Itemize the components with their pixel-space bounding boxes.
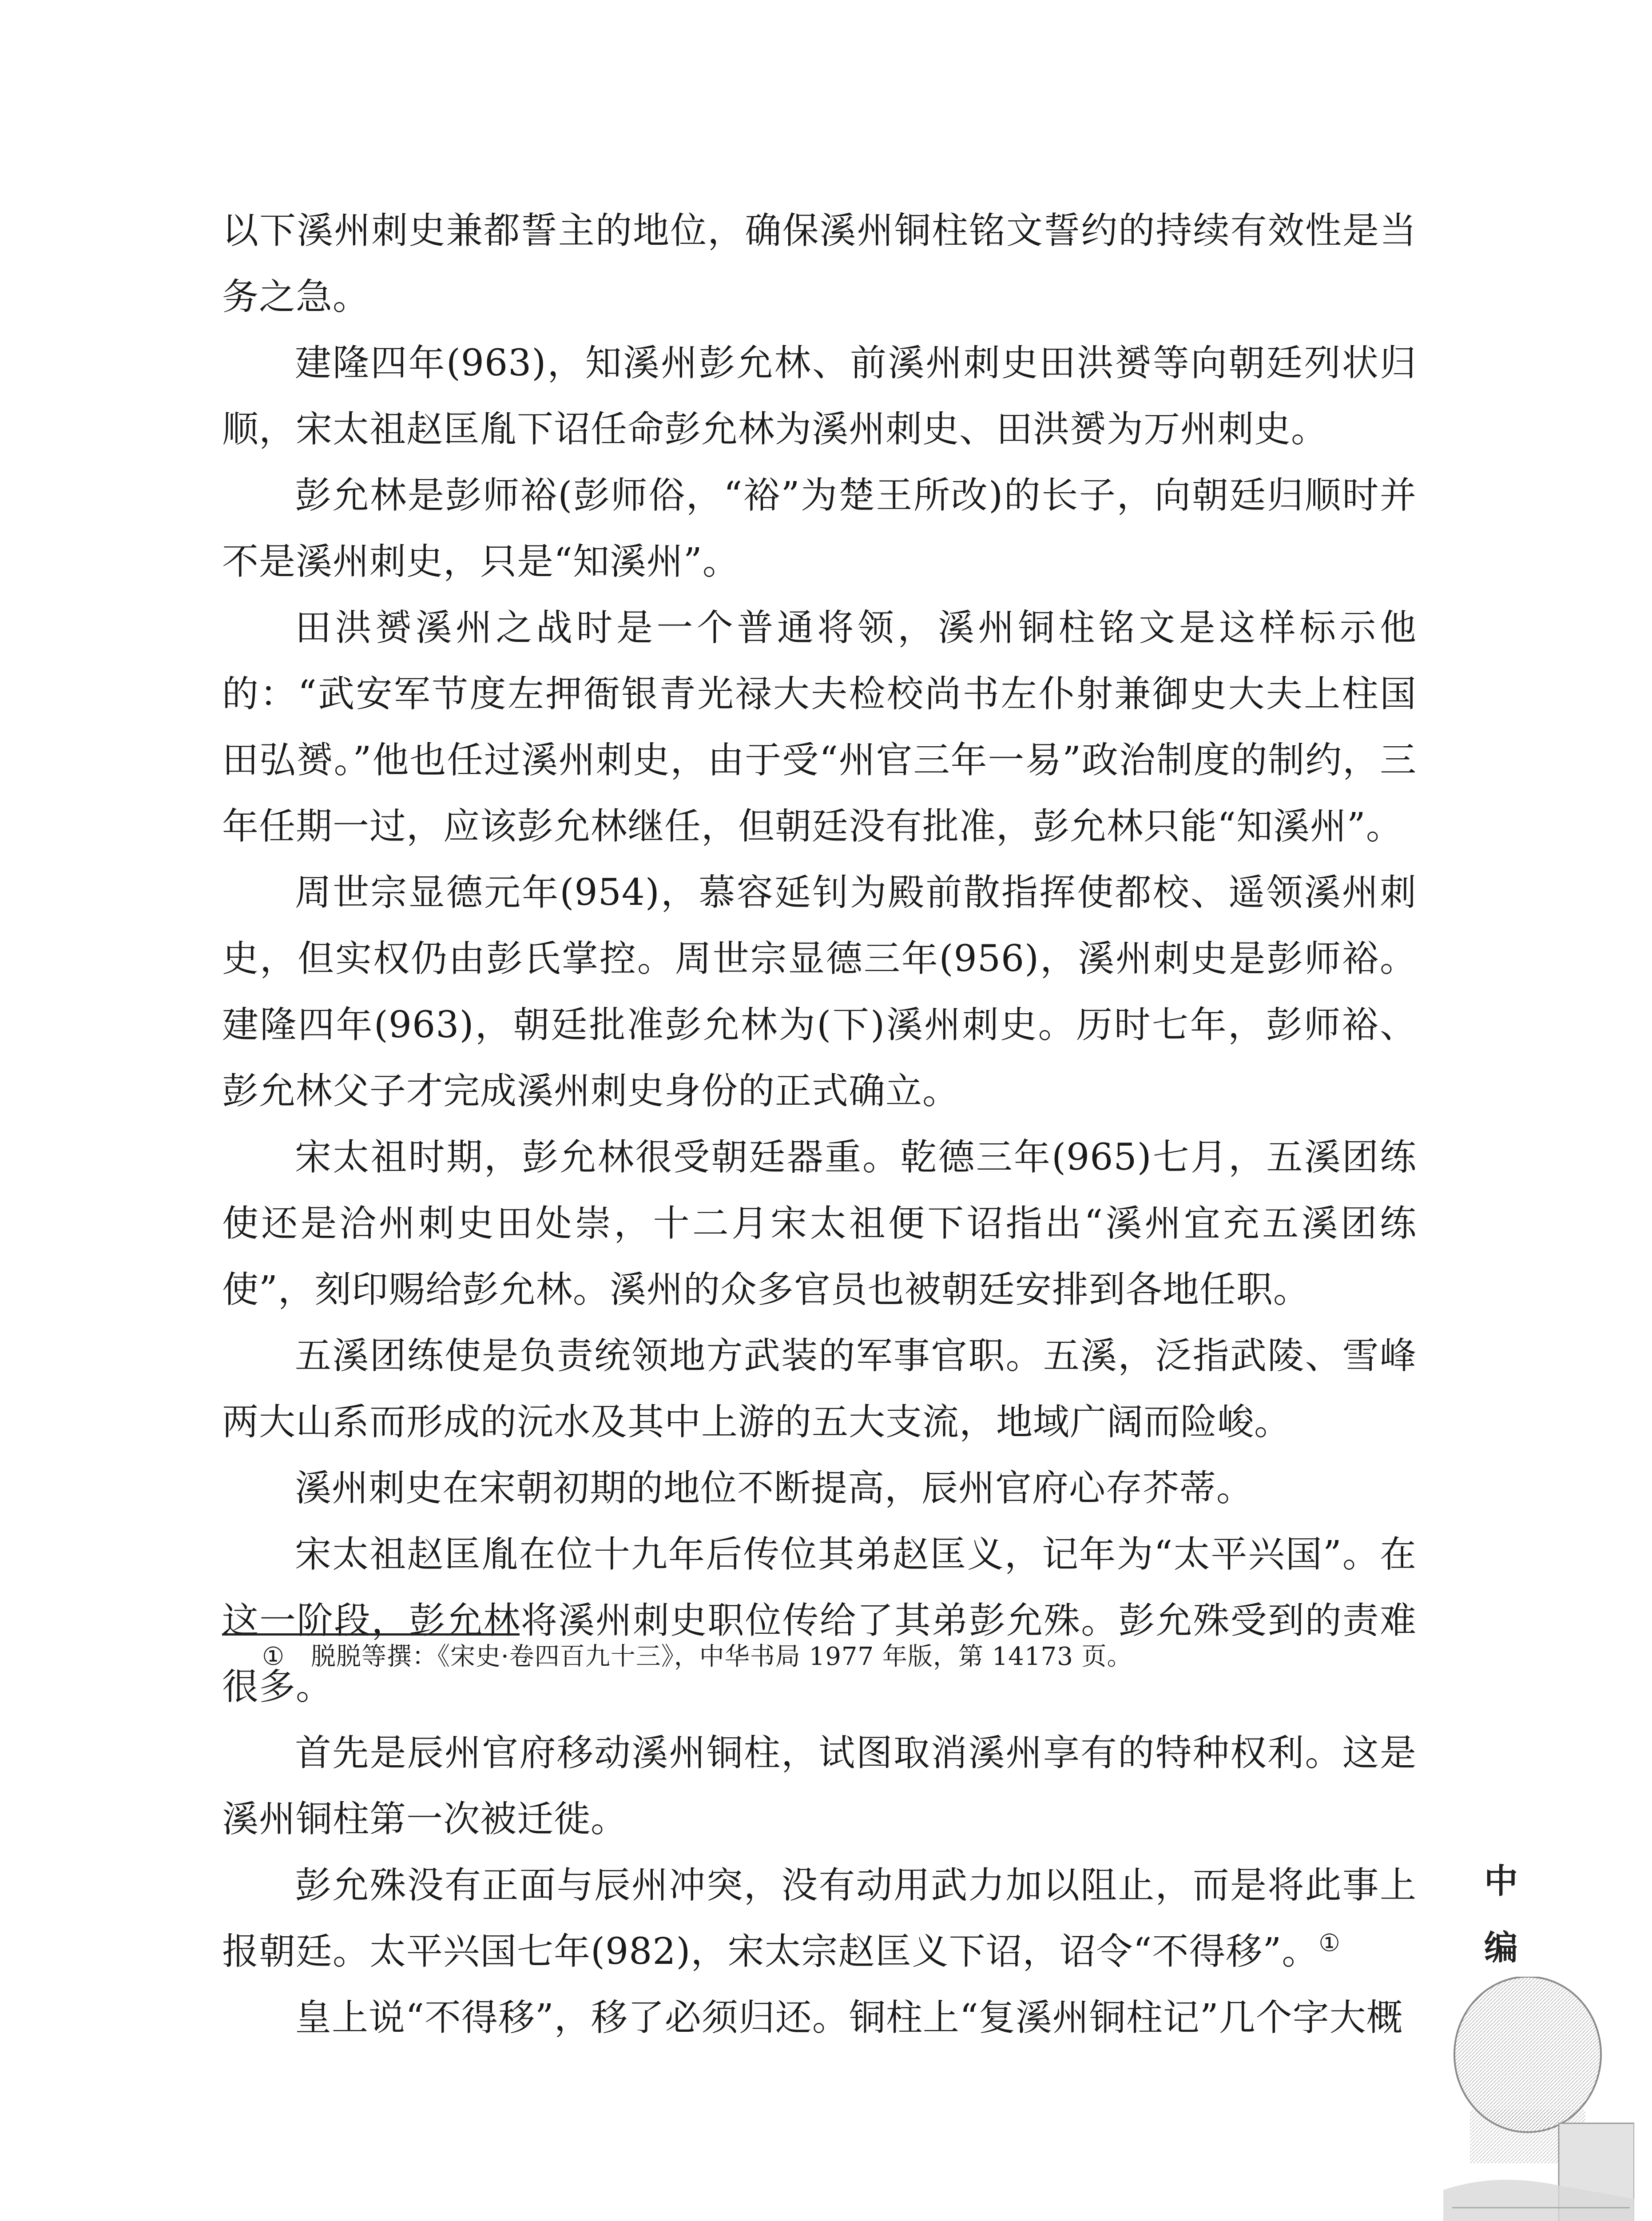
side-tab-char: 编 (1484, 1928, 1518, 1967)
paragraph-text: 五溪团练使是负责统领地方武装的军事官职。五溪，泛指武陵、雪峰两大山系而形成的沅水及其中上游的五大支流，地域广阔而险峻。 (222, 1335, 1417, 1443)
paragraph-3 (222, 462, 1417, 595)
footnote-text: 脱脱等撰：《宋史·卷四百九十三》，中华书局 1977 年版，第 14173 页。 (311, 1642, 1132, 1671)
footnote (262, 1639, 1461, 1675)
paragraph-text: 彭允殊没有正面与辰州冲突，没有动用武力加以阻止，而是将此事上报朝廷。太平兴国七年(982)，宋太宗赵匡义下诏，诏令“不得移”。 (222, 1864, 1417, 1973)
section-side-tab (1470, 1848, 1532, 1981)
footnote-divider (222, 1633, 520, 1636)
paragraph-7 (222, 1323, 1417, 1455)
paragraph-8 (222, 1455, 1417, 1521)
paragraph-1 (222, 198, 1417, 330)
paragraph-12 (222, 1985, 1417, 2051)
paragraph-text: 首先是辰州官府移动溪州铜柱，试图取消溪州享有的特种权利。这是溪州铜柱第一次被迁徙。 (222, 1732, 1417, 1840)
paragraph-text: 宋太祖赵匡胤在位十九年后传位其弟赵匡义，记年为“太平兴国”。在这一阶段，彭允林将溪州刺史职位传给了其弟彭允殊。彭允殊受到的责难很多。 (222, 1533, 1417, 1708)
paragraph-6 (222, 1124, 1417, 1323)
footnote-number: ① (262, 1642, 285, 1671)
paragraph-text: 建隆四年(963)，知溪州彭允林、前溪州刺史田洪赟等向朝廷列状归顺，宋太祖赵匡胤下诏任命彭允林为溪州刺史、田洪赟为万州刺史。 (222, 342, 1417, 450)
paragraph-10 (222, 1720, 1417, 1852)
paragraph-9 (222, 1521, 1417, 1720)
paragraph-text: 宋太祖时期，彭允林很受朝廷器重。乾德三年(965)七月，五溪团练使还是洽州刺史田处崇，十二月宋太祖便下诏指出“溪州宜充五溪团练使”，刻印赐给彭允林。溪州的众多官员也被朝廷安排到各地任职。 (222, 1136, 1417, 1311)
paragraph-2 (222, 330, 1417, 462)
paragraph-text: 田洪赟溪州之战时是一个普通将领，溪州铜柱铭文是这样标示他的：“武安军节度左押衙银青光禄大夫检校尚书左仆射兼御史大夫上柱国 田弘赟。”他也任过溪州刺史，由于受“州官三年一易”政治制度的制约，三年任期一过，应该彭允林继任，但朝廷没有批准，彭允林只能“知溪州”。 (222, 607, 1454, 848)
paragraph-text: 皇上说“不得移”，移了必须归还。铜柱上“复溪州铜柱记”几个字大概 (295, 1997, 1403, 2039)
paragraph-text: 以下溪州刺史兼都誓主的地位，确保溪州铜柱铭文誓约的持续有效性是当务之急。 (222, 210, 1417, 318)
paragraph-text: 溪州刺史在宋朝初期的地位不断提高，辰州官府心存芥蒂。 (295, 1467, 1254, 1509)
paragraph-11 (222, 1852, 1417, 1985)
paragraph-4 (222, 595, 1454, 860)
paragraph-text: 周世宗显德元年(954)，慕容延钊为殿前散指挥使都校、遥领溪州刺史，但实权仍由彭氏掌控。周世宗显德三年(956)，溪州刺史是彭师裕。建隆四年(963)，朝廷批准彭允林为(下)溪州刺史。历时七年，彭师裕、彭允林父子才完成溪州刺史身份的正式确立。 (222, 872, 1417, 1112)
page-body (222, 198, 1454, 2051)
bronze-pillar-illustration (1443, 1977, 1634, 2221)
paragraph-text: 彭允林是彭师裕(彭师俗，“裕”为楚王所改)的长子，向朝廷归顺时并不是溪州刺史，只是“知溪州”。 (222, 474, 1417, 583)
side-tab-char: 中 (1484, 1861, 1518, 1901)
footnote-reference[interactable]: ① (1318, 1929, 1341, 1957)
paragraph-5 (222, 860, 1417, 1124)
